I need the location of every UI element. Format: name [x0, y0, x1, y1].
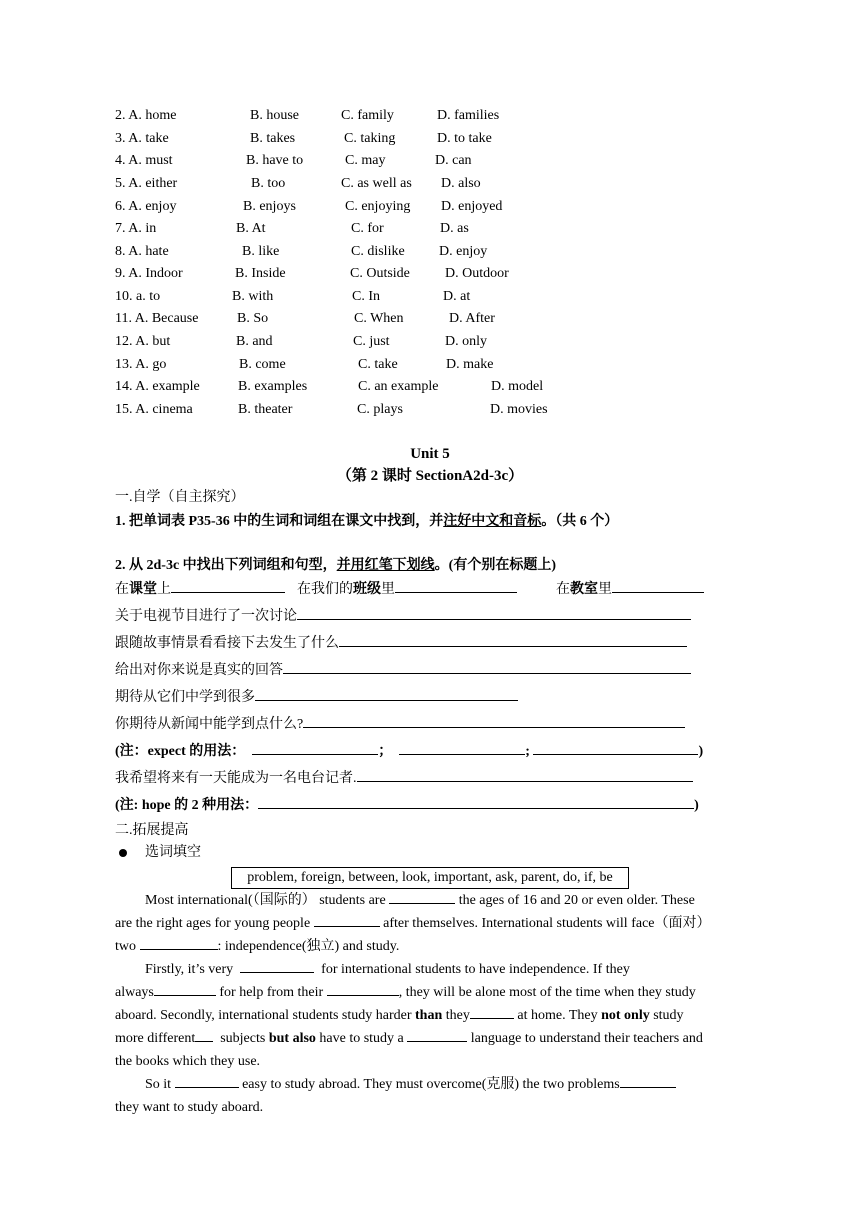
para-line — [115, 981, 747, 1004]
word-box: problem, foreign, between, look, important, ask, parent, do, if, be — [231, 867, 629, 889]
para-text: easy to study abroad. They must overcome(克服) the two problems — [242, 1077, 620, 1092]
subheading — [115, 842, 201, 864]
answer-blank[interactable] — [620, 1073, 676, 1088]
option-b: B. examples — [238, 379, 308, 394]
hope-sentence-line — [115, 767, 693, 790]
answer-blank[interactable] — [357, 767, 693, 782]
option-a: 13. A. go — [115, 357, 167, 372]
option-c: C. Outside — [350, 266, 410, 281]
answer-blank[interactable] — [252, 740, 378, 755]
option-d: D. model — [491, 379, 544, 394]
option-d: D. to take — [437, 131, 492, 146]
option-b: B. takes — [250, 131, 296, 146]
phrase-text: 上 — [157, 582, 171, 597]
phrase-line — [115, 686, 518, 709]
answer-blank[interactable] — [533, 740, 698, 755]
answer-blank[interactable] — [339, 632, 687, 647]
option-c: C. In — [352, 289, 380, 304]
option-b: B. like — [242, 244, 280, 259]
option-a: 4. A. must — [115, 153, 173, 168]
option-d: D. enjoyed — [441, 199, 503, 214]
option-d: D. movies — [490, 402, 548, 417]
task-1 — [115, 511, 618, 533]
note-end: ) — [698, 744, 704, 759]
para-text: they — [445, 1008, 470, 1023]
phrase-line-1 — [115, 578, 285, 601]
para-bold: than — [415, 1008, 443, 1023]
para-line — [145, 889, 747, 912]
para-text: the ages of 16 and 20 or even older. These — [458, 893, 695, 908]
phrase-line — [115, 605, 691, 628]
answer-blank[interactable] — [399, 740, 525, 755]
option-a: 9. A. Indoor — [115, 266, 183, 281]
phrase-text: 给出对你来说是真实的回答 — [115, 663, 283, 678]
option-c: C. take — [358, 357, 398, 372]
para-text: more different — [115, 1031, 196, 1046]
task-2-end: 。(有个别在标题上) — [434, 558, 556, 573]
option-d: D. After — [449, 311, 495, 326]
phrase-line-1c — [556, 578, 704, 601]
answer-blank[interactable] — [175, 1073, 239, 1088]
phrase-text: 里 — [381, 582, 395, 597]
para-line — [115, 1004, 747, 1027]
phrase-text: 你期待从新闻中能学到点什么? — [115, 717, 304, 732]
option-a: 3. A. take — [115, 131, 169, 146]
task-2-text: 2. 从 2d-3c 中找出下列词组和句型， — [115, 558, 337, 573]
option-b: B. have to — [246, 153, 304, 168]
option-b: B. house — [250, 108, 299, 123]
para-text: aboard. Secondly, international students study harder — [115, 1008, 412, 1023]
option-a: 15. A. cinema — [115, 402, 193, 417]
option-b: B. Inside — [235, 266, 286, 281]
option-d: D. can — [435, 153, 472, 168]
unit-title: Unit 5 — [410, 446, 450, 462]
answer-blank[interactable] — [171, 578, 285, 593]
para-text: Firstly, it’s very — [145, 962, 234, 977]
option-d: D. Outdoor — [445, 266, 509, 281]
answer-blank[interactable] — [154, 981, 216, 996]
phrase-text: 关于电视节目进行了一次讨论 — [115, 609, 297, 624]
para-text: So it — [145, 1077, 172, 1092]
note-label: (注: hope 的 2 种用法： — [115, 798, 259, 813]
option-b: B. At — [236, 221, 266, 236]
phrase-line — [115, 659, 691, 682]
para-text: study — [653, 1008, 684, 1023]
lesson-title: （第 2 课时 SectionA2d-3c） — [336, 468, 524, 484]
para-line — [115, 935, 747, 958]
para-line — [115, 1050, 747, 1073]
answer-blank[interactable] — [389, 889, 455, 904]
para-text: , they will be alone most of the time when they study — [398, 985, 696, 1000]
phrase-keyword: 课堂 — [129, 582, 157, 597]
note-end: ) — [694, 798, 699, 813]
answer-blank[interactable] — [470, 1004, 514, 1019]
option-c: C. enjoying — [345, 199, 411, 214]
option-c: C. taking — [344, 131, 396, 146]
answer-blank[interactable] — [255, 686, 518, 701]
phrase-keyword: 教室 — [570, 582, 598, 597]
answer-blank[interactable] — [240, 958, 314, 973]
task-1-text: 1. 把单词表 P35-36 中的生词和词组在课文中找到，并 — [115, 514, 444, 529]
section-heading-extension: 二.拓展提高 — [115, 823, 189, 838]
answer-blank[interactable] — [327, 981, 399, 996]
option-d: D. as — [440, 221, 469, 236]
option-a: 10. a. to — [115, 289, 161, 304]
para-text: always — [115, 985, 154, 1000]
phrase-line — [115, 632, 687, 655]
option-b: B. with — [232, 289, 274, 304]
hope-sentence: 我希望将来有一天能成为一名电台记者. — [115, 771, 357, 786]
para-text: subjects — [220, 1031, 266, 1046]
answer-blank[interactable] — [395, 578, 517, 593]
option-b: B. theater — [238, 402, 293, 417]
option-a: 6. A. enjoy — [115, 199, 177, 214]
subheading-text: 选词填空 — [145, 845, 201, 860]
option-c: C. for — [351, 221, 384, 236]
option-a: 11. A. Because — [115, 311, 199, 326]
para-line — [115, 912, 747, 935]
answer-blank[interactable] — [258, 794, 694, 809]
phrase-text: 在 — [556, 582, 570, 597]
phrase-line — [115, 713, 685, 736]
para-text: have to study a — [319, 1031, 404, 1046]
note-sep: ; — [525, 744, 530, 759]
para-text: language to understand their teachers and — [470, 1031, 703, 1046]
section-heading-self-study: 一.自学（自主探究） — [115, 490, 245, 505]
para-line — [145, 958, 747, 981]
para-line — [115, 1027, 747, 1050]
answer-blank[interactable] — [303, 713, 685, 728]
option-b: B. and — [236, 334, 273, 349]
option-b: B. So — [237, 311, 269, 326]
para-text: they want to study aboard. — [115, 1100, 264, 1115]
option-a: 5. A. either — [115, 176, 178, 191]
phrase-text: 里 — [598, 582, 612, 597]
para-text: after themselves. International students will face（面对） — [383, 916, 711, 931]
phrase-text: 在我们的 — [297, 582, 353, 597]
para-text: the books which they use. — [115, 1054, 261, 1069]
para-bold: but also — [268, 1031, 316, 1046]
option-d: D. enjoy — [439, 244, 488, 259]
task-2-underlined: 并用红笔下划线 — [336, 558, 435, 573]
option-c: C. When — [354, 311, 404, 326]
para-text: are the right ages for young people — [115, 916, 311, 931]
task-1-end: 。（共 6 个） — [541, 514, 619, 529]
option-b: B. come — [239, 357, 286, 372]
option-c: C. may — [345, 153, 386, 168]
phrase-keyword: 班级 — [353, 582, 381, 597]
note-hope — [115, 794, 699, 817]
para-line — [145, 1073, 747, 1096]
para-text: : independence(独立) and study. — [217, 939, 400, 954]
note-sep: ； — [378, 744, 393, 759]
option-a: 7. A. in — [115, 221, 157, 236]
option-c: C. as well as — [341, 176, 412, 191]
option-a: 8. A. hate — [115, 244, 169, 259]
bullet-icon — [119, 849, 127, 857]
option-c: C. family — [341, 108, 394, 123]
option-d: D. make — [446, 357, 494, 372]
task-1-underlined: 注好中文和音标 — [443, 514, 542, 529]
option-d: D. also — [441, 176, 481, 191]
phrase-text: 在 — [115, 582, 129, 597]
option-d: D. families — [437, 108, 500, 123]
phrase-text: 跟随故事情景看看接下去发生了什么 — [115, 636, 339, 651]
option-c: C. an example — [358, 379, 439, 394]
phrase-line-1b — [297, 578, 517, 601]
answer-blank[interactable] — [612, 578, 704, 593]
para-line — [115, 1096, 747, 1119]
para-text: two — [115, 939, 136, 954]
para-bold: not only — [601, 1008, 650, 1023]
note-label: (注：expect 的用法： — [115, 744, 246, 759]
answer-blank[interactable] — [140, 935, 218, 950]
para-text: for help from their — [219, 985, 324, 1000]
phrase-text: 期待从它们中学到很多 — [115, 690, 255, 705]
answer-blank[interactable] — [407, 1027, 467, 1042]
option-b: B. too — [251, 176, 286, 191]
option-a: 14. A. example — [115, 379, 200, 394]
answer-blank[interactable] — [314, 912, 380, 927]
answer-blank[interactable] — [297, 605, 691, 620]
para-text: at home. They — [517, 1008, 598, 1023]
option-a: 12. A. but — [115, 334, 171, 349]
option-a: 2. A. home — [115, 108, 177, 123]
para-text: Most international(（国际的） students are — [145, 893, 386, 908]
answer-blank[interactable] — [195, 1027, 213, 1042]
option-c: C. just — [353, 334, 390, 349]
task-2 — [115, 555, 556, 577]
para-text: for international students to have independence. If they — [321, 962, 630, 977]
option-d: D. at — [443, 289, 471, 304]
option-c: C. plays — [357, 402, 403, 417]
option-b: B. enjoys — [243, 199, 296, 214]
answer-blank[interactable] — [283, 659, 691, 674]
option-d: D. only — [445, 334, 487, 349]
note-expect — [115, 740, 703, 763]
option-c: C. dislike — [351, 244, 405, 259]
